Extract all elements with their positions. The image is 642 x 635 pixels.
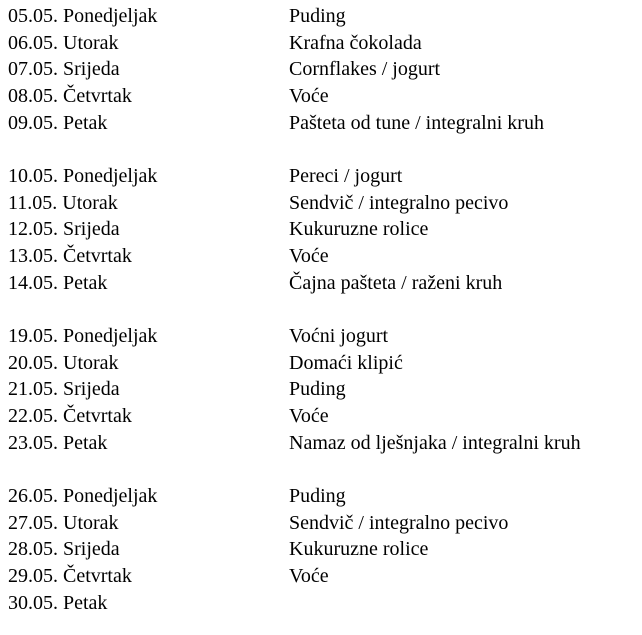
menu-row xyxy=(8,270,642,297)
row-date: 11.05. xyxy=(8,191,58,214)
row-date-day xyxy=(8,403,289,430)
menu-row xyxy=(8,430,642,457)
menu-row xyxy=(8,3,642,30)
menu-row xyxy=(8,83,642,110)
row-meal: Sendvič / integralno pecivo xyxy=(289,191,509,214)
row-date: 06.05. xyxy=(8,31,58,54)
week-block-4 xyxy=(8,483,642,616)
row-date: 22.05. xyxy=(8,405,58,428)
row-day: Srijeda xyxy=(63,538,120,561)
row-date-day xyxy=(8,590,289,617)
row-date-day xyxy=(8,483,289,510)
row-date-day xyxy=(8,376,289,403)
week-block-3 xyxy=(8,323,642,456)
week-block-2 xyxy=(8,163,642,296)
menu-row xyxy=(8,403,642,430)
row-meal: Cornflakes / jogurt xyxy=(289,58,441,81)
row-meal: Voće xyxy=(289,565,329,588)
row-day: Petak xyxy=(63,431,108,454)
row-day: Ponedjeljak xyxy=(63,485,158,508)
row-day: Ponedjeljak xyxy=(63,165,158,188)
row-date: 08.05. xyxy=(8,85,58,108)
row-date-day xyxy=(8,216,289,243)
row-day: Utorak xyxy=(63,31,119,54)
row-date: 23.05. xyxy=(8,431,58,454)
row-date-day xyxy=(8,30,289,57)
row-day: Srijeda xyxy=(63,58,120,81)
menu-row xyxy=(8,350,642,377)
row-day: Petak xyxy=(63,271,108,294)
menu-row xyxy=(8,110,642,137)
menu-row xyxy=(8,323,642,350)
row-meal: Čajna pašteta / raženi kruh xyxy=(289,271,503,294)
menu-row xyxy=(8,563,642,590)
menu-row xyxy=(8,376,642,403)
row-date-day xyxy=(8,110,289,137)
row-meal: Voće xyxy=(289,245,329,268)
row-date-day xyxy=(8,190,289,217)
row-day: Četvrtak xyxy=(63,405,132,428)
row-date-day xyxy=(8,56,289,83)
row-meal: Krafna čokolada xyxy=(289,31,422,54)
row-meal: Domaći klipić xyxy=(289,351,403,374)
row-date: 29.05. xyxy=(8,565,58,588)
row-day: Srijeda xyxy=(63,218,120,241)
menu-row xyxy=(8,163,642,190)
row-date-day xyxy=(8,430,289,457)
row-date-day xyxy=(8,163,289,190)
row-meal: Puding xyxy=(289,5,346,27)
row-date: 30.05. xyxy=(8,591,58,614)
menu-row xyxy=(8,536,642,563)
row-date-day xyxy=(8,536,289,563)
row-date-day xyxy=(8,243,289,270)
menu-row xyxy=(8,243,642,270)
row-date: 26.05. xyxy=(8,485,58,508)
row-date-day xyxy=(8,563,289,590)
menu-row xyxy=(8,216,642,243)
row-meal: Pereci / jogurt xyxy=(289,165,403,188)
row-meal: Kukuruzne rolice xyxy=(289,218,429,241)
row-day: Utorak xyxy=(62,191,118,214)
row-meal: Pašteta od tune / integralni kruh xyxy=(289,111,544,134)
row-date-day xyxy=(8,323,289,350)
row-date: 19.05. xyxy=(8,325,58,348)
row-day: Četvrtak xyxy=(63,85,132,108)
row-date: 28.05. xyxy=(8,538,58,561)
row-date: 12.05. xyxy=(8,218,58,241)
menu-row xyxy=(8,483,642,510)
menu-row xyxy=(8,56,642,83)
row-date-day xyxy=(8,270,289,297)
menu-row xyxy=(8,590,642,617)
row-date: 21.05. xyxy=(8,378,58,401)
row-day: Utorak xyxy=(63,351,119,374)
row-date: 07.05. xyxy=(8,58,58,81)
row-date: 27.05. xyxy=(8,511,58,534)
row-date: 09.05. xyxy=(8,111,58,134)
row-meal: Puding xyxy=(289,378,346,401)
row-date: 20.05. xyxy=(8,351,58,374)
row-day: Ponedjeljak xyxy=(63,5,158,27)
row-date: 10.05. xyxy=(8,165,58,188)
row-date: 14.05. xyxy=(8,271,58,294)
row-day: Srijeda xyxy=(63,378,120,401)
row-meal: Voćni jogurt xyxy=(289,325,389,348)
menu-row xyxy=(8,190,642,217)
row-meal: Namaz od lješnjaka / integralni kruh xyxy=(289,431,581,454)
menu-row xyxy=(8,30,642,57)
row-meal: Voće xyxy=(289,85,329,108)
row-day: Ponedjeljak xyxy=(63,325,158,348)
row-day: Petak xyxy=(63,591,108,614)
row-day: Petak xyxy=(63,111,108,134)
row-date: 13.05. xyxy=(8,245,58,268)
menu-row xyxy=(8,510,642,537)
row-meal: Kukuruzne rolice xyxy=(289,538,429,561)
row-day: Četvrtak xyxy=(63,565,132,588)
row-date-day xyxy=(8,3,289,30)
row-date: 05.05. xyxy=(8,5,58,27)
row-day: Utorak xyxy=(63,511,119,534)
row-meal: Sendvič / integralno pecivo xyxy=(289,511,509,534)
row-date-day xyxy=(8,83,289,110)
row-meal: Voće xyxy=(289,405,329,428)
row-day: Četvrtak xyxy=(63,245,132,268)
row-meal: Puding xyxy=(289,485,346,508)
row-date-day xyxy=(8,350,289,377)
week-block-1 xyxy=(8,3,642,136)
row-date-day xyxy=(8,510,289,537)
